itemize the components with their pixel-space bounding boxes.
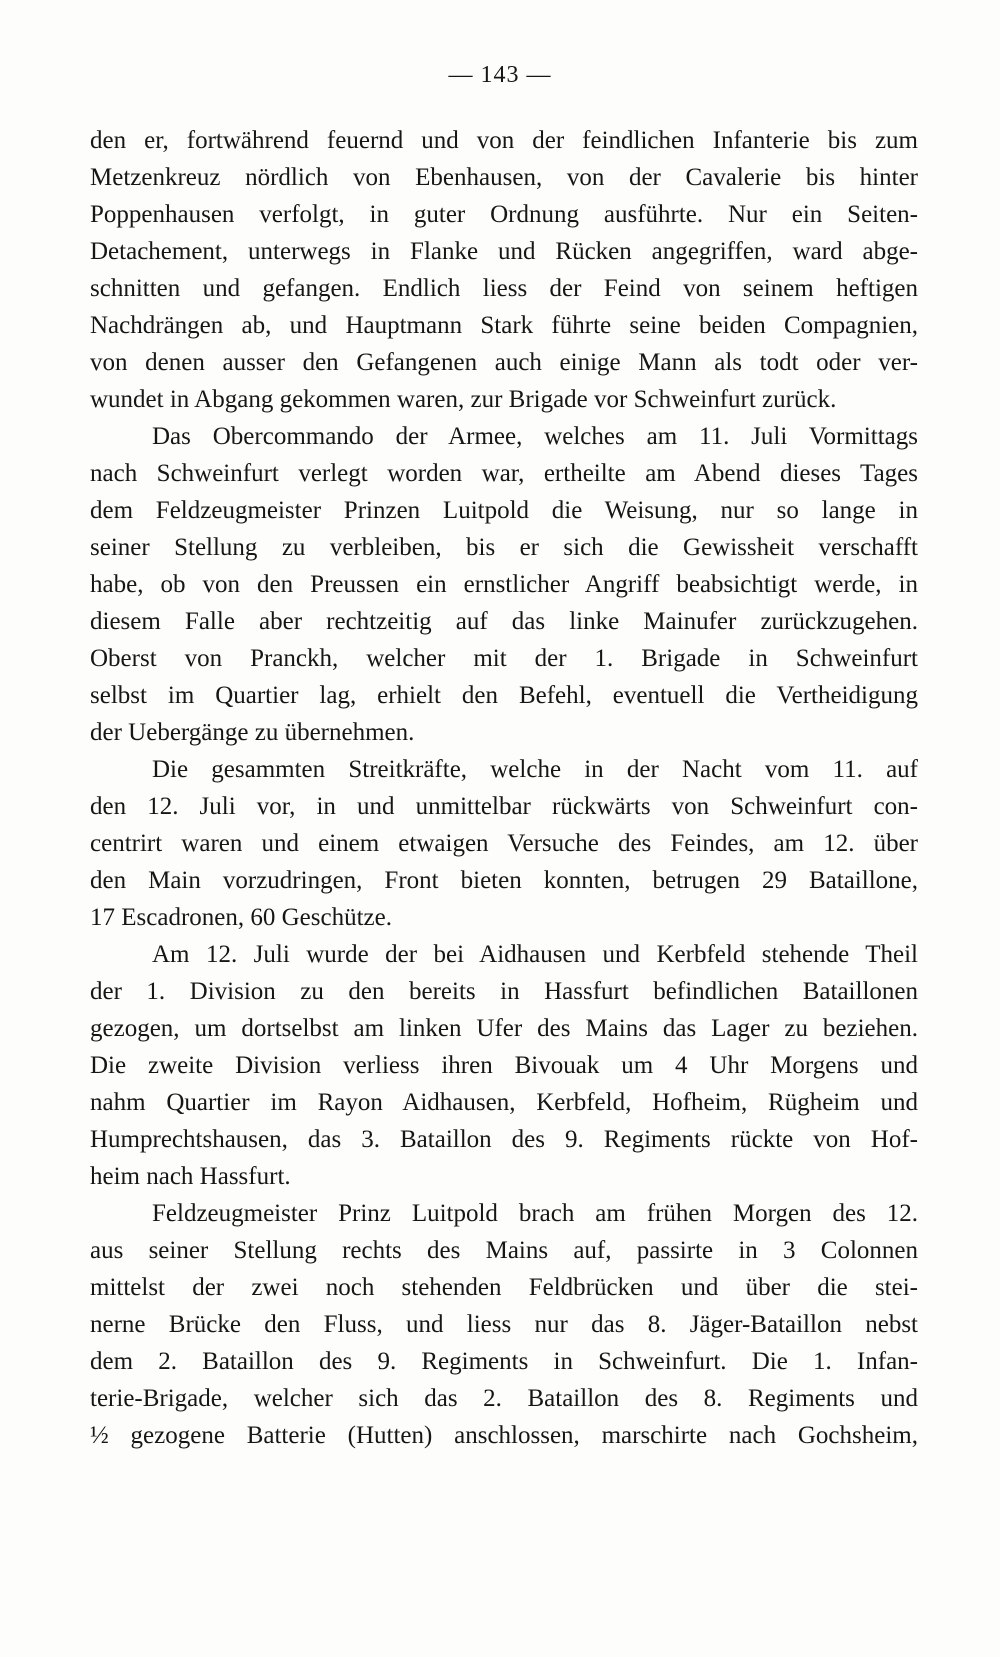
text-line: den Main vorzudringen, Front bieten konnten, betrugen 29 Bataillone,: [90, 867, 918, 894]
text-line: schnitten und gefangen. Endlich liess der Feind von seinem heftigen: [90, 275, 918, 302]
text-line: 17 Escadronen, 60 Geschütze.: [90, 904, 392, 931]
text-line: von denen ausser den Gefangenen auch einige Mann als todt oder ver-: [90, 349, 918, 376]
text-line: dem 2. Bataillon des 9. Regiments in Schweinfurt. Die 1. Infan-: [90, 1348, 918, 1375]
text-line: mittelst der zwei noch stehenden Feldbrücken und über die stei-: [90, 1274, 918, 1301]
text-line: terie-Brigade, welcher sich das 2. Bataillon des 8. Regiments und: [90, 1385, 918, 1412]
text-line: Poppenhausen verfolgt, in guter Ordnung ausführte. Nur ein Seiten-: [90, 201, 918, 228]
text-line: Die zweite Division verliess ihren Bivouak um 4 Uhr Morgens und: [90, 1052, 918, 1079]
text-line: selbst im Quartier lag, erhielt den Befehl, eventuell die Vertheidigung: [90, 682, 918, 709]
text-line: nerne Brücke den Fluss, und liess nur das 8. Jäger-Bataillon nebst: [90, 1311, 918, 1338]
text-line: der 1. Division zu den bereits in Hassfurt befindlichen Bataillonen: [90, 978, 918, 1005]
text-line: Das Obercommando der Armee, welches am 11. Juli Vormittags: [152, 423, 918, 450]
text-line: Feldzeugmeister Prinz Luitpold brach am frühen Morgen des 12.: [152, 1200, 918, 1227]
text-line: Oberst von Pranckh, welcher mit der 1. Brigade in Schweinfurt: [90, 645, 918, 672]
text-line: Detachement, unterwegs in Flanke und Rücken angegriffen, ward abge-: [90, 238, 918, 265]
text-line: seiner Stellung zu verbleiben, bis er sich die Gewissheit verschafft: [90, 534, 918, 561]
text-line: nach Schweinfurt verlegt worden war, ertheilte am Abend dieses Tages: [90, 460, 918, 487]
text-line: ½ gezogene Batterie (Hutten) anschlossen, marschirte nach Gochsheim,: [90, 1422, 918, 1449]
text-line: Am 12. Juli wurde der bei Aidhausen und Kerbfeld stehende Theil: [152, 941, 918, 968]
text-line: wundet in Abgang gekommen waren, zur Brigade vor Schweinfurt zurück.: [90, 386, 837, 413]
text-line: aus seiner Stellung rechts des Mains auf, passirte in 3 Colonnen: [90, 1237, 918, 1264]
text-line: nahm Quartier im Rayon Aidhausen, Kerbfeld, Hofheim, Rügheim und: [90, 1089, 918, 1116]
text-line: habe, ob von den Preussen ein ernstlicher Angriff beabsichtigt werde, in: [90, 571, 918, 598]
text-line: diesem Falle aber rechtzeitig auf das linke Mainufer zurückzugehen.: [90, 608, 918, 635]
text-line: Humprechtshausen, das 3. Bataillon des 9. Regiments rückte von Hof-: [90, 1126, 918, 1153]
text-line: den er, fortwährend feuernd und von der feindlichen Infanterie bis zum: [90, 127, 918, 154]
text-line: dem Feldzeugmeister Prinzen Luitpold die Weisung, nur so lange in: [90, 497, 918, 524]
text-line: Die gesammten Streitkräfte, welche in der Nacht vom 11. auf: [152, 756, 918, 783]
body-text: [90, 122, 918, 1454]
text-line: heim nach Hassfurt.: [90, 1163, 291, 1190]
text-line: Metzenkreuz nördlich von Ebenhausen, von der Cavalerie bis hinter: [90, 164, 918, 191]
text-line: Nachdrängen ab, und Hauptmann Stark führte seine beiden Compagnien,: [90, 312, 918, 339]
text-line: gezogen, um dortselbst am linken Ufer des Mains das Lager zu beziehen.: [90, 1015, 918, 1042]
text-line: den 12. Juli vor, in und unmittelbar rückwärts von Schweinfurt con-: [90, 793, 918, 820]
page-number: — 143 —: [448, 62, 552, 88]
text-line: centrirt waren und einem etwaigen Versuche des Feindes, am 12. über: [90, 830, 918, 857]
text-line: der Uebergänge zu übernehmen.: [90, 719, 415, 746]
